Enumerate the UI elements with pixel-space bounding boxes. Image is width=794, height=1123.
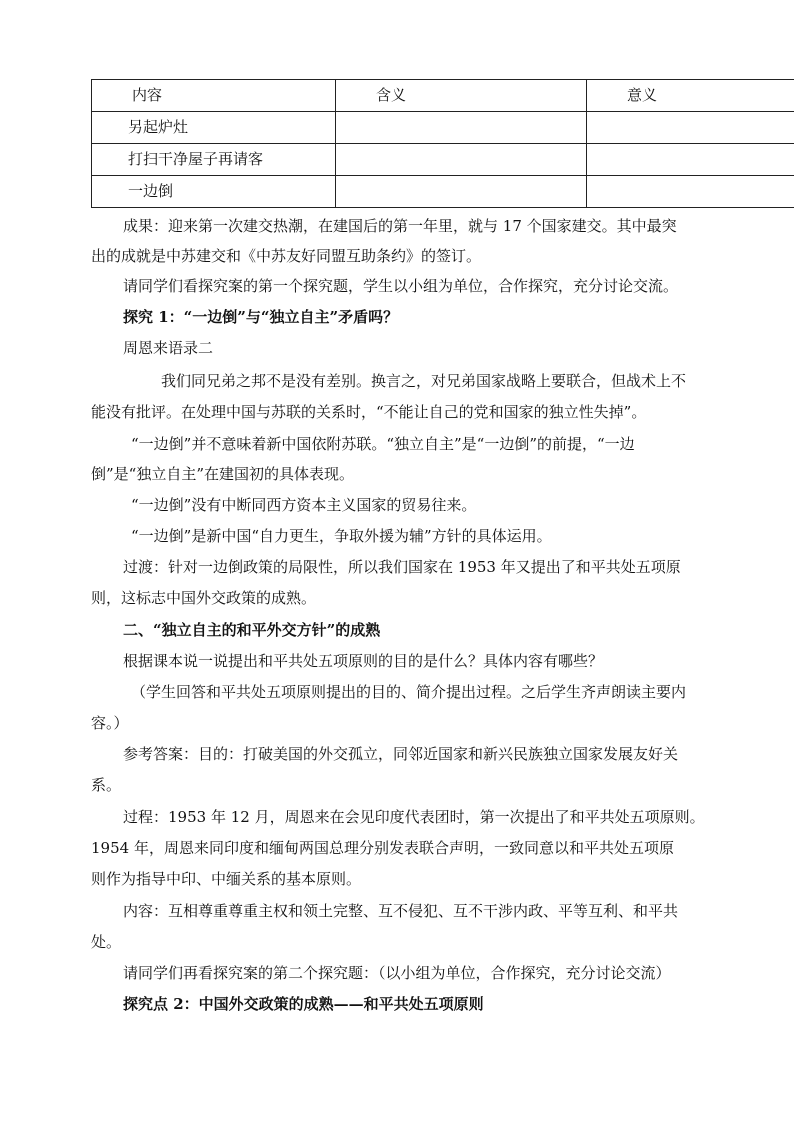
paragraph-line: “一边倒”是新中国“自力更生，争取外援为辅”方针的具体运用。: [131, 527, 552, 545]
paragraph-line: 内容：互相尊重尊重主权和领土完整、互不侵犯、互不干涉内政、平等互利、和平共: [123, 902, 679, 920]
table-header-cell: 内容: [92, 80, 336, 112]
table-header-row: [92, 80, 794, 112]
section-heading: 二、“独立自主的和平外交方针”的成熟: [123, 621, 381, 639]
table-cell: [587, 176, 794, 208]
paragraph-line: 则作为指导中印、中缅关系的基本原则。: [91, 870, 362, 888]
table-cell: 打扫干净屋子再请客: [92, 144, 336, 176]
table-cell: 另起炉灶: [92, 112, 336, 144]
paragraph-line: 成果：迎来第一次建交热潮，在建国后的第一年里，就与 17 个国家建交。其中最突: [123, 217, 677, 235]
inquiry-heading-2: 探究点 2：中国外交政策的成熟——和平共处五项原则: [123, 995, 484, 1013]
table-cell: 一边倒: [92, 176, 336, 208]
paragraph-line: 请同学们看探究案的第一个探究题，学生以小组为单位，合作探究，充分讨论交流。: [123, 277, 679, 295]
table-cell: [587, 144, 794, 176]
paragraph-line: 过渡：针对一边倒政策的局限性，所以我们国家在 1953 年又提出了和平共处五项原: [123, 558, 681, 576]
paragraph-line: 容。）: [91, 714, 129, 732]
paragraph-line: 过程：1953 年 12 月，周恩来在会见印度代表团时，第一次提出了和平共处五项原则。: [123, 808, 705, 826]
table-cell: [336, 144, 587, 176]
paragraph-line: 能没有批评。在处理中国与苏联的关系时，“不能让自己的党和国家的独立性失掉”。: [91, 403, 647, 421]
table-row: [92, 144, 794, 176]
quote-title: 周恩来语录二: [123, 339, 214, 357]
paragraph-line: 则，这标志中国外交政策的成熟。: [91, 589, 317, 607]
paragraph-line: “一边倒”没有中断同西方资本主义国家的贸易往来。: [131, 496, 477, 514]
table-header-cell: 含义: [336, 80, 587, 112]
table-cell: [336, 176, 587, 208]
table-cell: [336, 112, 587, 144]
paragraph-line: 根据课本说一说提出和平共处五项原则的目的是什么？具体内容有哪些？: [123, 652, 604, 670]
paragraph-line: 处。: [91, 933, 122, 951]
paragraph-line: 请同学们再看探究案的第二个探究题：（以小组为单位，合作探究，充分讨论交流）: [123, 964, 671, 982]
inquiry-heading-1: 探究 1：“一边倒”与“独立自主”矛盾吗？: [123, 308, 399, 326]
paragraph-line: （学生回答和平共处五项原则提出的目的、简介提出过程。之后学生齐声朗读主要内: [131, 683, 687, 701]
paragraph-line: 出的成就是中苏建交和《中苏友好同盟互助条约》的签订。: [91, 247, 482, 265]
table-row: [92, 112, 794, 144]
paragraph-line: 1954 年，周恩来同印度和缅甸两国总理分别发表联合声明，一致同意以和平共处五项原: [91, 839, 674, 857]
concept-table: [91, 79, 794, 208]
paragraph-line: 我们同兄弟之邦不是没有差别。换言之，对兄弟国家战略上要联合，但战术上不: [161, 372, 687, 390]
table-header-cell: 意义: [587, 80, 794, 112]
table-row: [92, 176, 794, 208]
table-cell: [587, 112, 794, 144]
paragraph-line: 参考答案：目的：打破美国的外交孤立，同邻近国家和新兴民族独立国家发展友好关: [123, 745, 679, 763]
paragraph-line: 倒”是“独立自主”在建国初的具体表现。: [91, 465, 355, 483]
paragraph-line: “一边倒”并不意味着新中国依附苏联。“独立自主”是“一边倒”的前提，“一边: [131, 435, 635, 453]
paragraph-line: 系。: [91, 776, 122, 794]
